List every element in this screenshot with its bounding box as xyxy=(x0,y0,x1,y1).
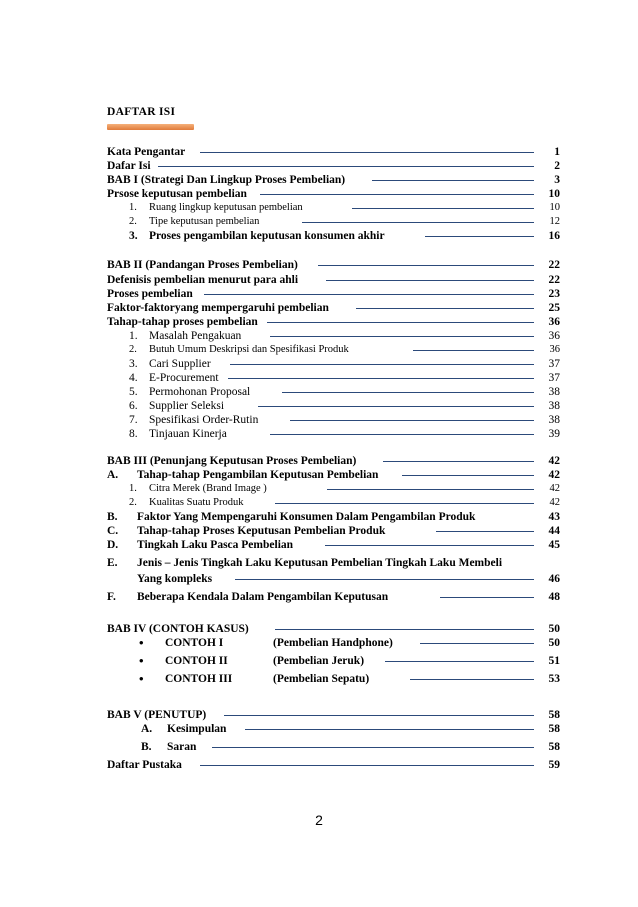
toc-entry xyxy=(107,315,560,329)
toc-entry-label: Tahap-tahap Proses Keputusan Pembelian Produk xyxy=(137,525,386,537)
toc-entry-number: 6. xyxy=(129,400,138,412)
toc-entry-label: Tinjauan Kinerja xyxy=(149,428,227,440)
toc-entry xyxy=(107,622,560,636)
toc-entry-number: 5. xyxy=(129,386,138,398)
toc-entry xyxy=(107,385,560,399)
toc-entry-page: 58 xyxy=(548,741,560,753)
toc-leader-line xyxy=(282,392,534,393)
toc-entry-label: BAB V (PENUTUP) xyxy=(107,709,207,721)
toc-entry-label: Cari Supplier xyxy=(149,358,211,370)
toc-entry-number: E. xyxy=(107,557,118,569)
toc-entry-detail: (Pembelian Handphone) xyxy=(273,637,393,649)
page-number: 2 xyxy=(315,812,323,828)
toc-entry xyxy=(107,329,560,343)
toc-entry xyxy=(107,758,560,772)
toc-entry-label: Tipe keputusan pembelian xyxy=(149,216,260,227)
toc-entry xyxy=(107,636,560,650)
toc-entry-label: Prsose keputusan pembelian xyxy=(107,188,247,200)
toc-entry-page: 50 xyxy=(548,637,560,649)
toc-entry-label: Kata Pengantar xyxy=(107,146,186,158)
toc-entry-number: 1. xyxy=(129,202,137,213)
toc-leader-line xyxy=(200,152,534,153)
toc-entry-page: 50 xyxy=(548,623,560,635)
toc-entry xyxy=(107,343,560,357)
toc-entry-label: Masalah Pengakuan xyxy=(149,330,242,342)
toc-leader-line xyxy=(436,531,534,532)
toc-entry-number: 3. xyxy=(129,230,138,242)
toc-leader-line xyxy=(270,336,534,337)
toc-heading: DAFTAR ISI xyxy=(107,106,176,118)
toc-entry-page: 2 xyxy=(554,160,560,172)
toc-entry xyxy=(107,524,560,538)
toc-entry-page: 51 xyxy=(548,655,560,667)
toc-entry-number: 7. xyxy=(129,414,138,426)
toc-entry-page: 3 xyxy=(554,174,560,186)
toc-leader-line xyxy=(275,629,534,630)
toc-leader-line xyxy=(245,729,534,730)
toc-leader-line xyxy=(352,208,534,209)
toc-entry-label: Faktor-faktoryang mempergaruhi pembelian xyxy=(107,302,329,314)
toc-leader-line xyxy=(200,765,534,766)
toc-entry-label: Citra Merek (Brand Image ) xyxy=(149,483,267,494)
toc-entry-number: 2. xyxy=(129,344,137,355)
toc-entry-number: 2. xyxy=(129,216,137,227)
toc-entry-page: 43 xyxy=(548,511,560,523)
toc-entry xyxy=(107,301,560,315)
toc-entry-number: C. xyxy=(107,525,119,537)
toc-entry-page: 48 xyxy=(548,591,560,603)
toc-entry-page: 58 xyxy=(548,709,560,721)
toc-entry-number: B. xyxy=(141,741,152,753)
toc-entry xyxy=(107,510,560,524)
toc-entry xyxy=(107,187,560,201)
toc-entry-label: CONTOH II xyxy=(165,655,228,667)
toc-entry xyxy=(107,722,560,736)
toc-leader-line xyxy=(326,280,534,281)
toc-entry xyxy=(107,159,560,173)
toc-entry-label: Butuh Umum Deskripsi dan Spesifikasi Produk xyxy=(149,344,349,355)
toc-entry-page: 12 xyxy=(549,216,560,227)
toc-leader-line xyxy=(402,475,534,476)
toc-entry-detail: (Pembelian Sepatu) xyxy=(273,673,370,685)
toc-entry-label: Tingkah Laku Pasca Pembelian xyxy=(137,539,294,551)
toc-entry xyxy=(107,572,560,586)
toc-entry xyxy=(107,287,560,301)
toc-entry-page: 45 xyxy=(548,539,560,551)
toc-entry-page: 16 xyxy=(548,230,560,242)
toc-entry-detail: (Pembelian Jeruk) xyxy=(273,655,365,667)
toc-entry xyxy=(107,708,560,722)
toc-entry-label: CONTOH I xyxy=(165,637,224,649)
toc-entry-label: Tahap-tahap proses pembelian xyxy=(107,316,258,328)
toc-entry-page: 25 xyxy=(548,302,560,314)
toc-entry-label: Yang kompleks xyxy=(137,573,213,585)
toc-entry-number: D. xyxy=(107,539,119,551)
toc-leader-line xyxy=(258,406,534,407)
bullet-icon: • xyxy=(139,671,144,686)
toc-entry-label: Jenis – Jenis Tingkah Laku Keputusan Pembelian Tingkah Laku Membeli xyxy=(137,557,503,569)
toc-leader-line xyxy=(230,364,534,365)
toc-entry-label: Saran xyxy=(167,741,197,753)
toc-entry-page: 42 xyxy=(549,497,560,508)
toc-leader-line xyxy=(383,461,534,462)
toc-leader-line xyxy=(290,420,534,421)
toc-leader-line xyxy=(228,378,534,379)
toc-entry xyxy=(107,258,560,272)
toc-entry xyxy=(107,538,560,552)
toc-entry-label: CONTOH III xyxy=(165,673,233,685)
toc-leader-line xyxy=(267,322,534,323)
toc-entry xyxy=(107,173,560,187)
toc-entry xyxy=(107,482,560,496)
toc-entry-page: 10 xyxy=(549,202,560,213)
toc-entry-label: Daftar Pustaka xyxy=(107,759,182,771)
toc-entry-label: BAB I (Strategi Dan Lingkup Proses Pembelian) xyxy=(107,174,346,186)
toc-entry xyxy=(107,357,560,371)
toc-entry-page: 53 xyxy=(548,673,560,685)
toc-entry-label: Tahap-tahap Pengambilan Keputusan Pembelian xyxy=(137,469,379,481)
toc-entry xyxy=(107,672,560,686)
toc-entry xyxy=(107,201,560,215)
toc-entry xyxy=(107,273,560,287)
toc-entry xyxy=(107,740,560,754)
toc-entry-label: Beberapa Kendala Dalam Pengambilan Keputusan xyxy=(137,591,389,603)
toc-leader-line xyxy=(410,679,534,680)
toc-entry-page: 44 xyxy=(548,525,560,537)
toc-entry xyxy=(107,145,560,159)
toc-entry xyxy=(107,399,560,413)
toc-entry-label: Proses pengambilan keputusan konsumen akhir xyxy=(149,230,385,242)
toc-entry xyxy=(107,654,560,668)
toc-entry-label: Dafar Isi xyxy=(107,160,151,172)
toc-entry-page: 42 xyxy=(549,483,560,494)
toc-entry-page: 38 xyxy=(548,400,560,412)
toc-leader-line xyxy=(224,715,534,716)
toc-entry xyxy=(107,371,560,385)
toc-entry-page: 1 xyxy=(554,146,560,158)
toc-entry-page: 58 xyxy=(548,723,560,735)
toc-entry-page: 22 xyxy=(548,259,560,271)
toc-entry-page: 42 xyxy=(548,455,560,467)
toc-entry-number: 8. xyxy=(129,428,138,440)
toc-entry-page: 36 xyxy=(548,330,560,342)
toc-leader-line xyxy=(420,643,534,644)
toc-entry xyxy=(107,454,560,468)
toc-entry-label: Kesimpulan xyxy=(167,723,227,735)
toc-leader-line xyxy=(318,265,534,266)
toc-leader-line xyxy=(158,166,534,167)
toc-leader-line xyxy=(270,434,534,435)
toc-leader-line xyxy=(425,236,534,237)
toc-entry xyxy=(107,413,560,427)
toc-entry-number: B. xyxy=(107,511,118,523)
toc-entry-page: 37 xyxy=(548,358,560,370)
toc-entry xyxy=(107,556,560,570)
toc-entry-number: F. xyxy=(107,591,116,603)
toc-entry-page: 36 xyxy=(549,344,560,355)
toc-entry-page: 37 xyxy=(548,372,560,384)
toc-entry-page: 38 xyxy=(548,414,560,426)
toc-entry-page: 46 xyxy=(548,573,560,585)
toc-leader-line xyxy=(235,579,534,580)
toc-entry-page: 38 xyxy=(548,386,560,398)
toc-leader-line xyxy=(440,597,534,598)
toc-entry-label: Supplier Seleksi xyxy=(149,400,225,412)
toc-entry-number: 3. xyxy=(129,358,138,370)
toc-entry-label: Proses pembelian xyxy=(107,288,193,300)
toc-entry-label: BAB III (Penunjang Keputusan Proses Pembelian) xyxy=(107,455,357,467)
toc-leader-line xyxy=(212,747,534,748)
toc-entry-number: 1. xyxy=(129,330,138,342)
toc-leader-line xyxy=(385,661,534,662)
toc-entry xyxy=(107,215,560,229)
toc-entry-number: A. xyxy=(107,469,119,481)
toc-entry-label: Ruang lingkup keputusan pembelian xyxy=(149,202,303,213)
toc-entry-page: 23 xyxy=(548,288,560,300)
toc-leader-line xyxy=(356,308,534,309)
toc-leader-line xyxy=(260,194,534,195)
toc-entry-label: Faktor Yang Mempengaruhi Konsumen Dalam Pengambilan Produk xyxy=(137,511,476,523)
toc-entry xyxy=(107,468,560,482)
toc-entry-label: Permohonan Proposal xyxy=(149,386,251,398)
toc-leader-line xyxy=(327,489,534,490)
toc-entry xyxy=(107,496,560,510)
toc-entry-page: 39 xyxy=(548,428,560,440)
toc-entry xyxy=(107,229,560,243)
toc-leader-line xyxy=(302,222,534,223)
bullet-icon: • xyxy=(139,653,144,668)
toc-entry-page: 10 xyxy=(548,188,560,200)
toc-leader-line xyxy=(204,294,534,295)
toc-entry-page: 36 xyxy=(548,316,560,328)
bullet-icon: • xyxy=(139,635,144,650)
toc-entry-label: BAB IV (CONTOH KASUS) xyxy=(107,623,249,635)
toc-entry-label: E-Procurement xyxy=(149,372,219,384)
toc-leader-line xyxy=(372,180,534,181)
toc-entry-page: 22 xyxy=(548,274,560,286)
toc-entry-page: 42 xyxy=(548,469,560,481)
toc-entry-label: Defenisis pembelian menurut para ahli xyxy=(107,274,299,286)
toc-entry xyxy=(107,427,560,441)
toc-entry-number: 4. xyxy=(129,372,138,384)
toc-entry-number: 2. xyxy=(129,497,137,508)
toc-entry-page: 59 xyxy=(548,759,560,771)
toc-entry xyxy=(107,590,560,604)
toc-leader-line xyxy=(413,350,534,351)
toc-entry-label: Kualitas Suatu Produk xyxy=(149,497,244,508)
toc-entry-label: Spesifikasi Order-Rutin xyxy=(149,414,259,426)
toc-leader-line xyxy=(325,545,534,546)
toc-leader-line xyxy=(275,503,534,504)
toc-entry-number: A. xyxy=(141,723,153,735)
toc-entry-label: BAB II (Pandangan Proses Pembelian) xyxy=(107,259,298,271)
toc-entry-number: 1. xyxy=(129,483,137,494)
